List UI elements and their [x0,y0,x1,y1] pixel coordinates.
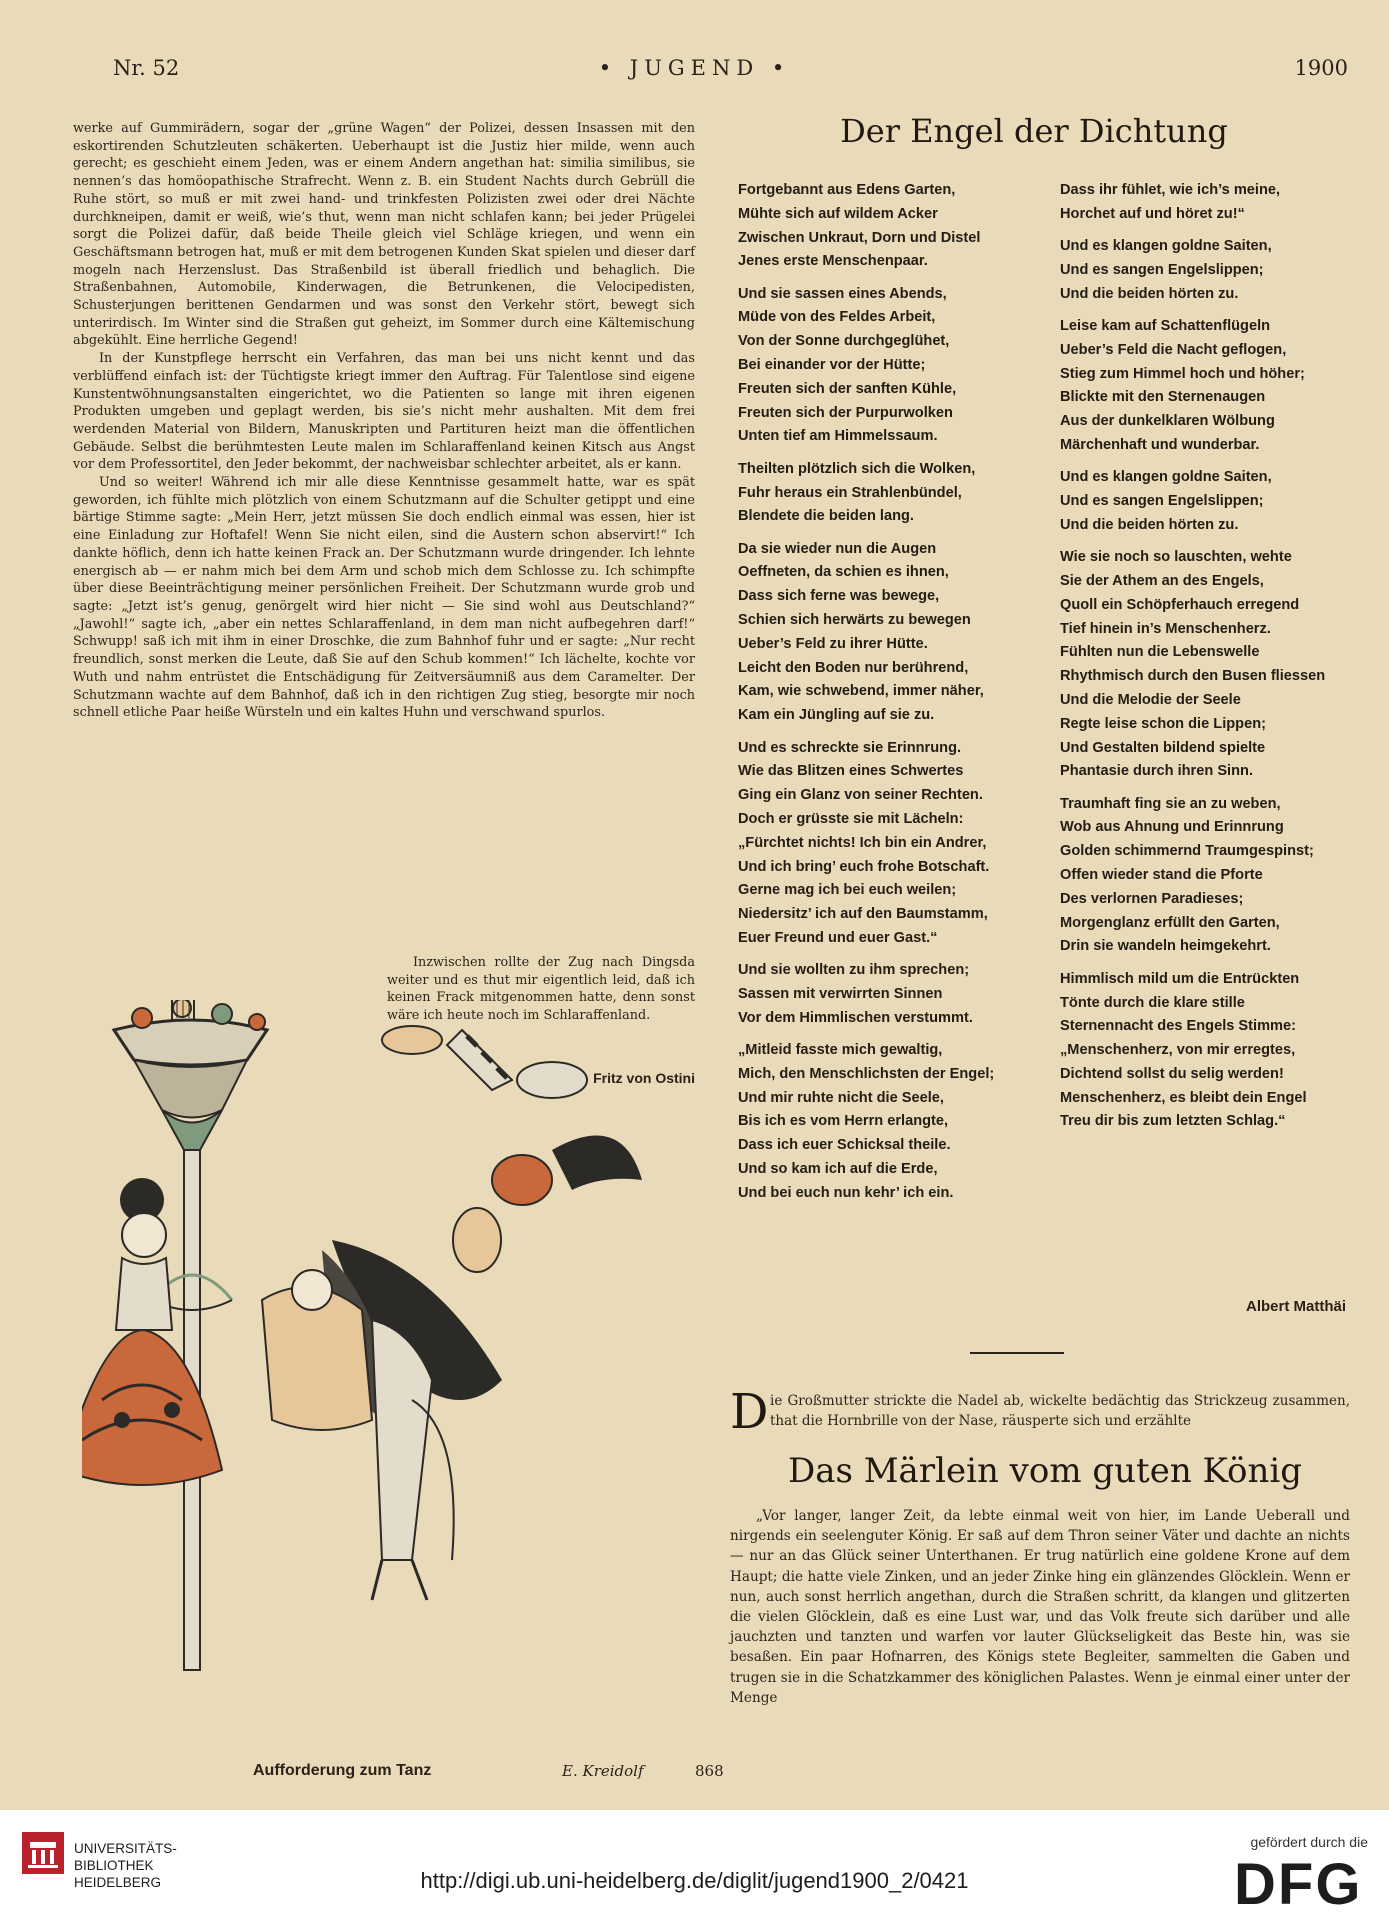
poem-stanza [738,959,994,1030]
poem-line: Dichtend sollst du selig werden! [1060,1065,1284,1082]
poem-line: Und die beiden hörten zu. [1060,285,1239,302]
poem-line: Gerne mag ich bei euch weilen; [738,882,957,899]
poem-line: Zwischen Unkraut, Dorn und Distel [738,229,981,246]
dfg-logo: DFG [1234,1852,1363,1917]
poem-line: Und es klangen goldne Saiten, [1060,238,1272,255]
poem-line: Und es sangen Engelslippen; [1060,493,1264,510]
poem-line: Blendete die beiden lang. [738,508,914,525]
poem-line: Fuhr heraus ein Strahlenbündel, [738,484,962,501]
poem-stanza [1060,968,1325,1135]
funded-by-label: gefördert durch die [1250,1834,1368,1850]
illustration-artist: E. Kreidolf [562,1762,644,1780]
poem-line: Unten tief am Himmelssaum. [738,428,938,445]
poem-stanza [738,283,994,450]
poem-line: Traumhaft fing sie an zu weben, [1060,795,1281,812]
poem-line: Tief hinein in’s Menschenherz. [1060,620,1271,637]
poem-line: Und es schreckte sie Erinnrung. [738,739,962,756]
poem-line: Stieg zum Himmel hoch und höher; [1060,365,1305,382]
poem-line: Oeffneten, da schien es ihnen, [738,564,949,581]
poem-column-right [1060,179,1325,1143]
poem-line: Und bei euch nun kehr’ ich ein. [738,1184,954,1201]
illustration-caption: Aufforderung zum Tanz [253,1762,432,1779]
poem-column-left [738,179,994,1214]
essay-paragraph: Inzwischen rollte der Zug nach Dingsda weiter und es thut mir eigentlich leid, daß ich keinen Frack mitgenommen hatte, denn sonst wäre ich heute noch im Schlaraffenland. [387,955,695,1024]
poem-line: Vor dem Himmlischen verstummt. [738,1009,973,1026]
university-line: HEIDELBERG [74,1875,162,1890]
poem-line: Fühlten nun die Lebenswelle [1060,644,1260,661]
poem-line: Und mir ruhte nicht die Seele, [738,1089,944,1106]
poem-line: Da sie wieder nun die Augen [738,540,937,557]
poem-line: Blickte mit den Sternenaugen [1060,389,1266,406]
poem-stanza [738,1039,994,1206]
poem-line: Sassen mit verwirrten Sinnen [738,986,943,1002]
section-divider [970,1352,1064,1354]
poem-line: Des verlornen Paradieses; [1060,890,1244,907]
poem-stanza [1060,235,1325,306]
poem-line: Kam, wie schwebend, immer näher, [738,683,984,700]
poem-line: Menschenherz, es bleibt dein Engel [1060,1089,1307,1106]
poem-line: Wob aus Ahnung und Erinnrung [1060,819,1284,836]
year: 1900 [1294,56,1348,80]
poem-line: Offen wieder stand die Pforte [1060,867,1263,884]
university-line: UNIVERSITÄTS- [74,1841,177,1856]
poem-line: Tönte durch die klare stille [1060,994,1245,1011]
poem-line: Ging ein Glanz von seiner Rechten. [738,787,983,804]
essay-paragraph: Und so weiter! Während ich mir alle diese Kenntnisse gesammelt hatte, war es spät geworden, ich fühlte mich plötzlich von einem Schutzmann auf die Schulter getippt und eine bärtige Stimme sagte: „Mein Herr, jetzt müssen Sie doch endlich einmal was essen, hier ist eine Einladung zur Hoftafel! Wenn Sie nicht eilen, sind die Austern schon abservirt!“ Ich dankte höflich, denn ich hatte keinen Frack an. Der Schutzmann wurde dringender. Ich lehnte energisch ab — er nahm mich bei dem Arm und schob mich dem Schlosse zu. Ich schimpfte über diese Beeinträchtigung meiner persönlichen Freiheit. Der Schutzmann wurde grob und sagte: „Jetzt ist’s genug, genörgelt wird hier nicht — Sie sind wohl aus Deutschland?“ „Jawohl!“ sagte ich, „aber ein nettes Schlaraffenland, in dem man nicht aufbegehren darf!“ Schwupp! saß ich mit ihm in einer Droschke, die zum Bahnhof fuhr und er sagte: „Nur recht freundlich, sonst merken die Leute, daß Sie auf den Schub kommen!“ Ich lächelte, kochte vor Wuth und nahm entrüstet die Entschädigung für Zeitversäumniß aus dem Caramelter. Der Schutzmann wachte auf dem Bahnhof, daß ich in den richtigen Zug stieg, besorgte mir noch schnell etliche Paar heiße Würsteln und ein kaltes Huhn und verschwand spurlos. [73,475,695,721]
magazine-title: • JUGEND • [598,56,791,80]
poem-line: Ueber’s Feld die Nacht geflogen, [1060,341,1287,358]
poem-line: Mich, den Menschlichsten der Engel; [738,1065,995,1082]
poem-stanza [1060,793,1325,960]
poem-line: Phantasie durch ihren Sinn. [1060,763,1253,780]
poem-line: Und es sangen Engelslippen; [1060,261,1264,278]
poem-title: Der Engel der Dichtung [840,112,1228,150]
illustration-dance-invitation [82,1000,722,1760]
essay-paragraph: In der Kunstpflege herrscht ein Verfahren, das man bei uns nicht kennt und das verblüffend einfach ist: der Tüchtigste kriegt immer den Auftrag. Für Talentlose sind eigene Kunstentwöhnungsanstalten eingerichtet, wo die Patienten so lange mit ihren eigenen Produkten umgeben und geplagt werden, bis sie’s nicht mehr aushalten. Mit dem frei werdenden Material von Bildern, Manuskripten und Partituren heizt man die öffentlichen Gebäude. Selbst die berühmtesten Leute malen im Schlaraffenland keinen Kitsch aus Angst vor dem Professortitel, den Jeder bekommt, der nachweisbar schlechter arbeitet, als er kann. [73,351,695,473]
drop-cap: D [730,1384,769,1440]
poem-line: Und die beiden hörten zu. [1060,516,1239,533]
poem-line: Freuten sich der Purpurwolken [738,404,953,421]
poem-line: Sie der Athem an des Engels, [1060,572,1264,589]
poem-line: Freuten sich der sanften Kühle, [738,380,957,397]
poem-line: Rhythmisch durch den Busen fliessen [1060,668,1326,685]
poem-stanza [1060,546,1325,784]
poem-line: Euer Freund und euer Gast.“ [738,929,938,946]
poem-line: Und sie sassen eines Abends, [738,285,947,302]
poem-line: Und Gestalten bildend spielte [1060,739,1266,756]
poem-line: Himmlisch mild um die Entrückten [1060,970,1300,987]
poem-line: Müde von des Feldes Arbeit, [738,309,936,326]
source-url[interactable]: http://digi.ub.uni-heidelberg.de/diglit/jugend1900_2/0421 [420,1868,969,1893]
poem-line: Dass ihr fühlet, wie ich’s meine, [1060,182,1281,198]
poem-stanza [1060,315,1325,458]
poem-line: Golden schimmernd Traumgespinst; [1060,843,1314,860]
poem-line: Und so kam ich auf die Erde, [738,1161,938,1178]
poem-line: Sternennacht des Engels Stimme: [1060,1018,1296,1035]
tale-body [730,1506,1350,1708]
poem-line: Von der Sonne durchgeglühet, [738,333,950,350]
issue-number: Nr. 52 [113,56,180,80]
page-number: 868 [695,1762,724,1780]
poem-line: Drin sie wandeln heimgekehrt. [1060,938,1271,955]
poem-line: Bis ich es vom Herrn erlangte, [738,1113,949,1130]
poem-line: „Fürchtet nichts! Ich bin ein Andrer, [738,834,987,851]
poem-line: Treu dir bis zum letzten Schlag.“ [1060,1113,1286,1130]
tale-intro: ie Großmutter strickte die Nadel ab, wickelte bedächtig das Strickzeug zusammen, that die Hornbrille von der Nase, räusperte sich und erzählte [770,1393,1350,1429]
poem-line: Quoll ein Schöpferhauch erregend [1060,596,1300,613]
poem-line: Horchet auf und höret zu!“ [1060,205,1245,222]
poem-line: Regte leise schon die Lippen; [1060,715,1266,732]
poem-line: Ueber’s Feld zu ihrer Hütte. [738,635,928,652]
poem-author: Albert Matthäi [1245,1298,1346,1315]
poem-line: Jenes erste Menschenpaar. [738,253,928,270]
essay-text [73,120,695,722]
poem-stanza [738,538,994,728]
poem-line: Dass sich ferne was bewege, [738,588,940,605]
poem-line: Schien sich herwärts zu bewegen [738,612,971,629]
poem-stanza [738,737,994,951]
poem-line: Und sie wollten zu ihm sprechen; [738,962,970,979]
flying-insects [382,1026,642,1272]
poem-line: Morgenglanz erfüllt den Garten, [1060,914,1280,931]
poem-line: Fortgebannt aus Edens Garten, [738,182,956,198]
poem-line: Und ich bring’ euch frohe Botschaft. [738,858,990,875]
poem-line: Und es klangen goldne Saiten, [1060,469,1272,486]
poem-line: Wie sie noch so lauschten, wehte [1060,549,1292,566]
tale-title: Das Märlein vom guten König [787,1451,1303,1491]
essay-author: Fritz von Ostini [593,1070,695,1086]
poem-line: Theilten plötzlich sich die Wolken, [738,460,976,477]
poem-line: Bei einander vor der Hütte; [738,357,926,374]
poem-line: Kam ein Jüngling auf sie zu. [738,707,935,724]
poem-line: Niedersitz’ ich auf den Baumstamm, [738,906,988,923]
poem-stanza [738,458,994,529]
poem-line: Leise kam auf Schattenflügeln [1060,317,1271,334]
poem-line: Doch er grüsste sie mit Lächeln: [738,810,964,827]
poem-line: Leicht den Boden nur berührend, [738,659,969,676]
essay-paragraph: werke auf Gummirädern, sogar der „grüne Wagen“ der Polizei, dessen Insassen mit den eskortirenden Schutzleuten schäkerten. Ueberhaupt ist die Justiz hier milde, wenn auch gerecht; es geschieht einem Jeden, was er einem Andern angethan hat: similia similibus, sie nennen’s das homöopathische Strafrecht. Wenn z. B. ein Student Nachts durch Gebrüll die Ruhe stört, so muß er mit zwei hand- und trinkfesten Polizisten zwei oder drei Nächte durchkneipen, damit er weiß, wie’s thut, wenn man nicht schlafen kann; bei jeder Prügelei sorgt die Polizei dafür, daß beide Theile gleich viel Schläge kriegen, und wenn ein Geschäftsmann betrogen hat, muß er mit dem betrogenen Kunden Skat spielen und dieser darf mogeln nach Herzenslust. Das Straßenbild ist überall friedlich und behaglich. Die Straßenbahnen, Automobile, Kinderwagen, die Betrunkenen, die Velocipedisten, Schusterjungen berittenen Gendarmen und was sonst den Verkehr stört, bewegt sich unterirdisch. Im Winter sind die Straßen gut geheizt, im Sommer durch eine Kältemischung abgekühlt. Eine herrliche Gegend! [73,121,695,349]
poem-line: Und die Melodie der Seele [1060,691,1241,708]
university-line: BIBLIOTHEK [74,1858,154,1873]
poem-line: Dass ich euer Schicksal theile. [738,1137,951,1154]
poem-line: Mühte sich auf wildem Acker [738,205,938,222]
poem-stanza [1060,466,1325,537]
tale-paragraph: „Vor langer, langer Zeit, da lebte einmal weit von hier, im Lande Ueberall und nirgends ein seelenguter König. Er saß auf dem Thron seiner Väter und dachte an nichts — nur an das Glück seiner Unterthanen. Er trug natürlich eine goldene Krone auf dem Haupt; die hatte viele Zinken, und an jeder Zinke hing ein glänzendes Glöcklein. Wenn er nun, auch sonst herrlich angethan, durch die Straßen schritt, da klangen und glitzerten die vielen Glöcklein, daß es eine Lust war, und das Volk freute sich darüber und alle jauchzten und tanzten und warfen vor lauter Glückseligkeit das Beste hin, was sie besaßen. Ein paar Hofnarren, des Königs stete Begleiter, sammelten die Gaben und trugen sie in die Schatzkammer des königlichen Palastes. Wenn je einmal einer unter der Menge [730,1508,1350,1706]
poem-line: „Mitleid fasste mich gewaltig, [738,1042,943,1059]
poem-stanza [1060,179,1325,227]
poem-stanza [738,179,994,274]
poem-line: Wie das Blitzen eines Schwertes [738,763,964,780]
poem-line: Aus der dunkelklaren Wölbung [1060,413,1275,430]
poem-line: Märchenhaft und wunderbar. [1060,436,1260,453]
poem-line: „Menschenherz, von mir erregtes, [1060,1042,1296,1059]
